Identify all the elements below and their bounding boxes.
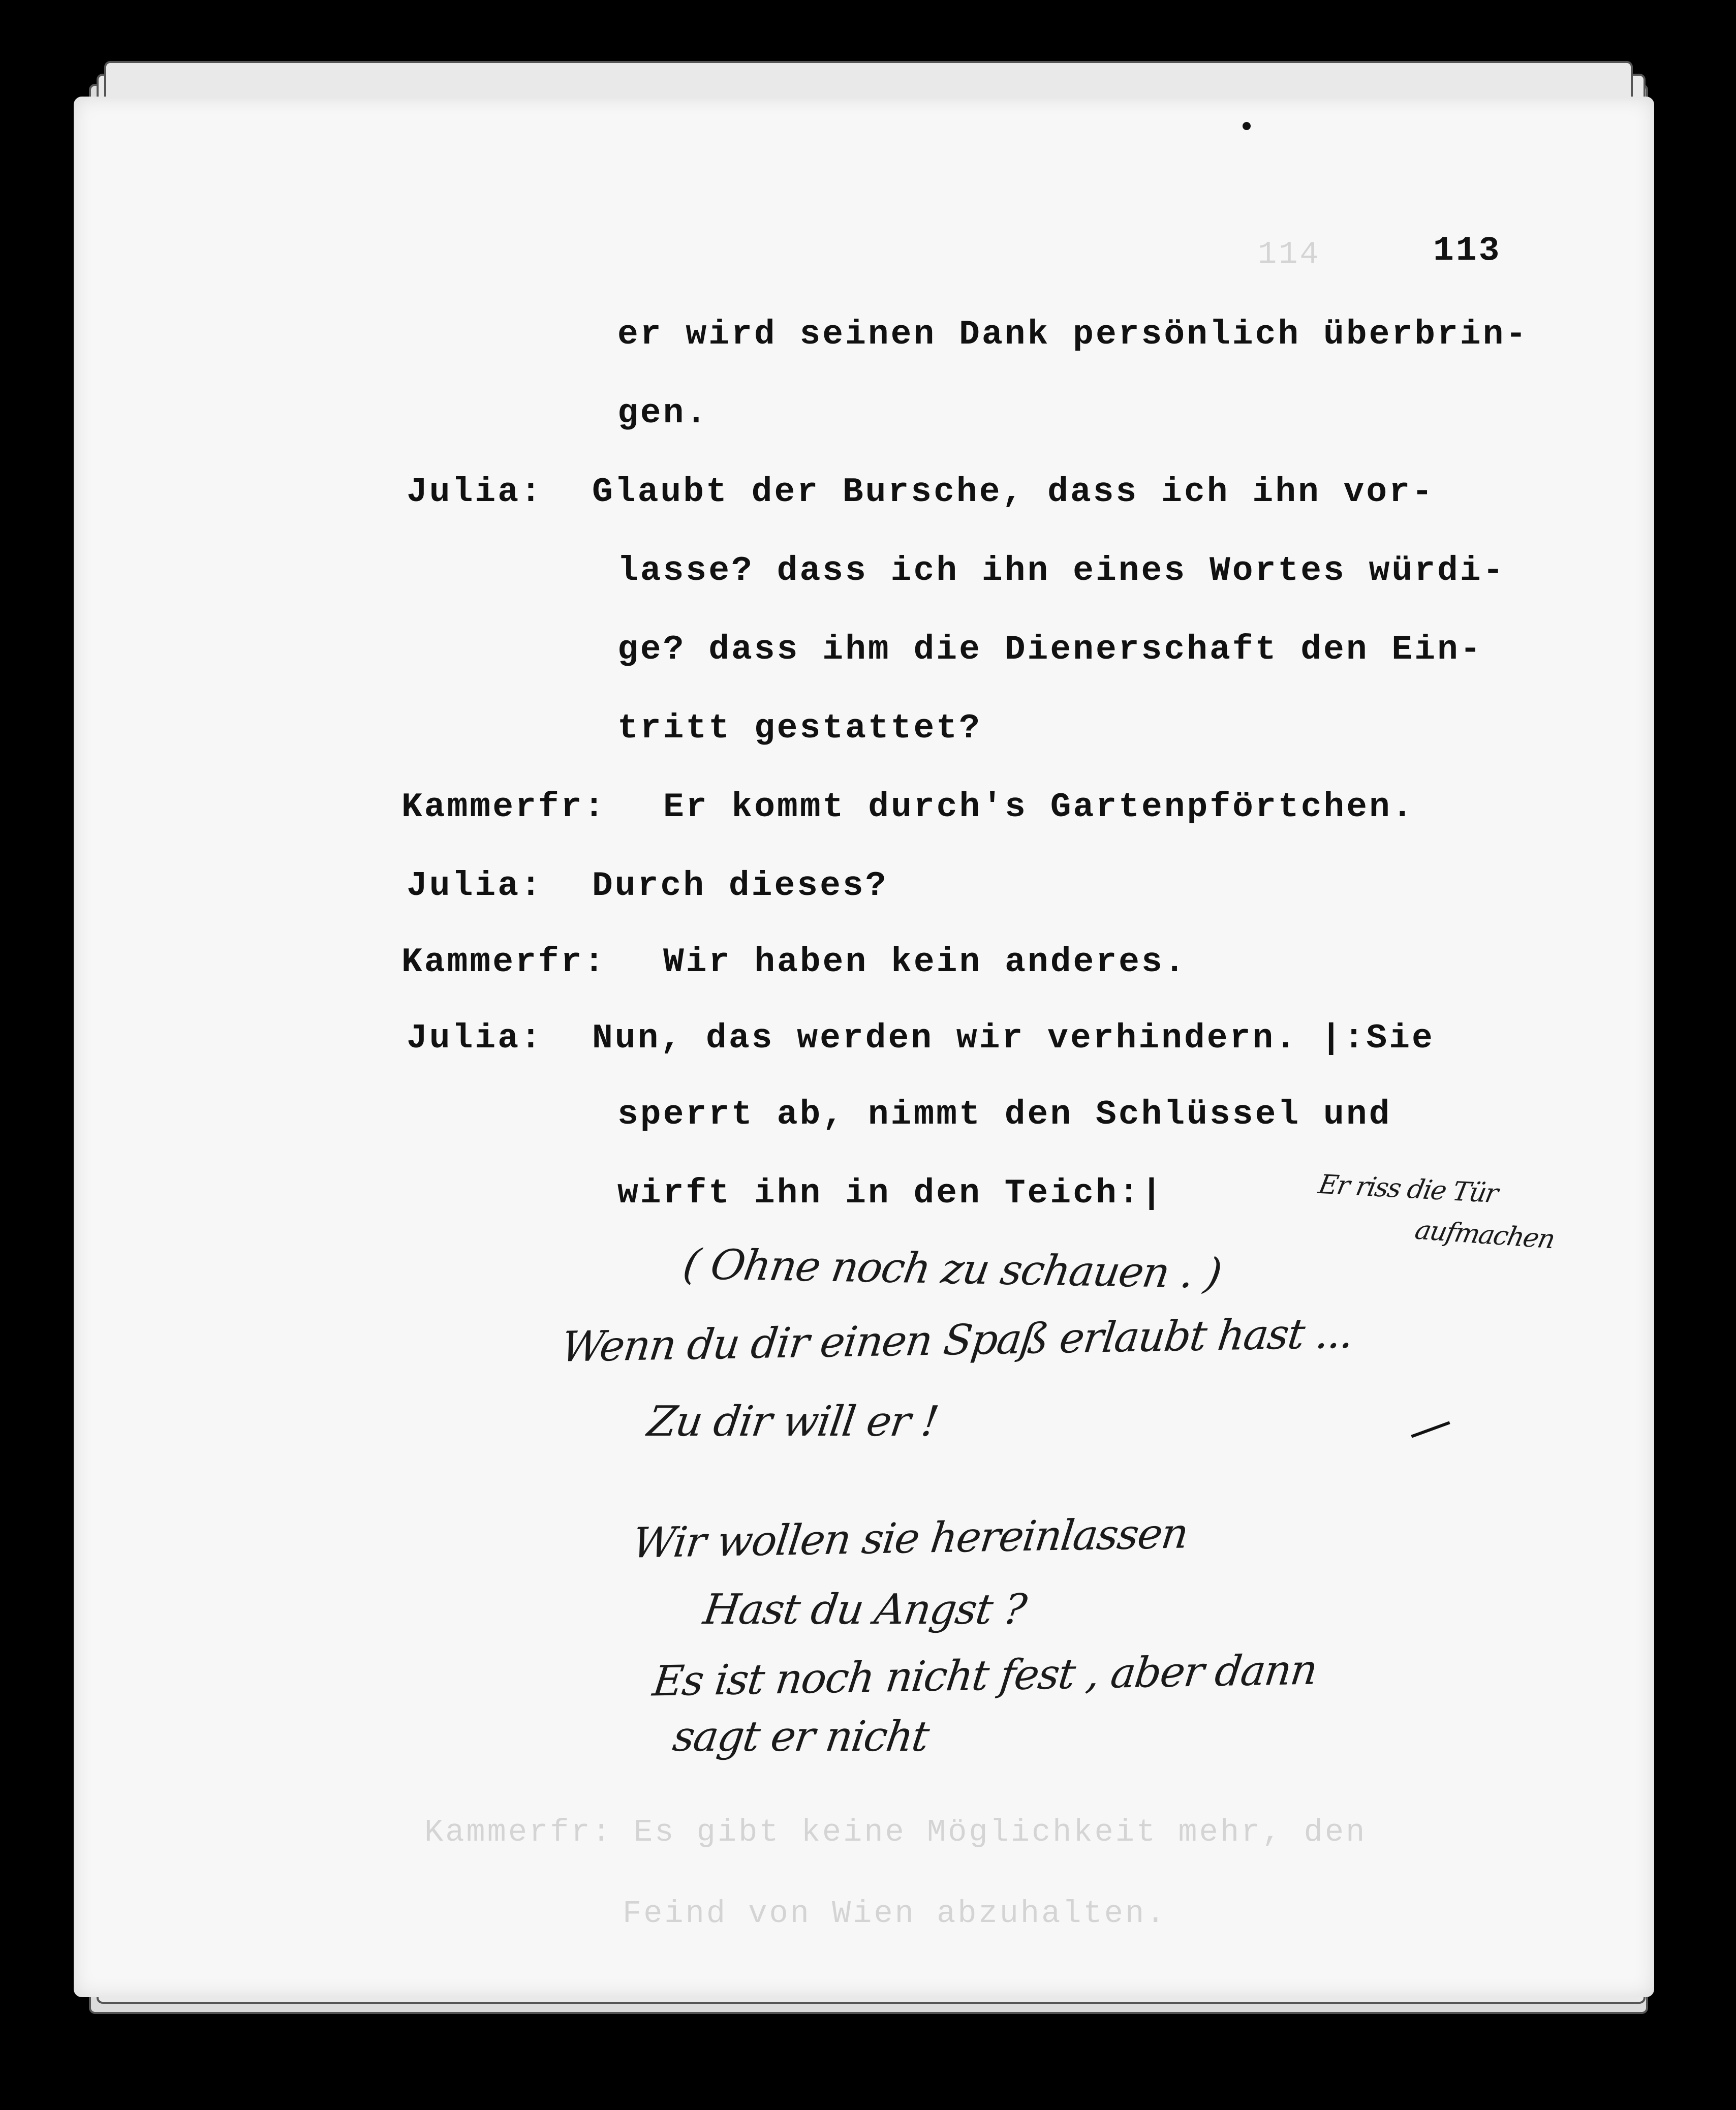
dialogue-text: Wir haben kein anderes. xyxy=(663,943,1187,982)
ink-dot xyxy=(1243,122,1251,130)
pen-tick xyxy=(1411,1421,1450,1438)
dialogue-text: Durch dieses? xyxy=(592,866,888,906)
speaker-label: Kammerfr: xyxy=(401,943,607,982)
dialogue-text: gen. xyxy=(617,394,709,433)
dialogue-text: lasse? dass ich ihn eines Wortes würdi- xyxy=(617,551,1506,591)
handwritten-line: sagt er nicht xyxy=(670,1713,932,1761)
speaker-label: Julia: xyxy=(407,866,543,906)
typescript-page xyxy=(74,97,1654,1997)
dialogue-text: tritt gestattet? xyxy=(617,709,982,748)
page-number: 113 xyxy=(1433,231,1502,270)
handwritten-line: ( Ohne noch zu schauen . ) xyxy=(679,1240,1225,1298)
speaker-label: Julia: xyxy=(407,473,543,512)
handwritten-line: Wenn du dir einen Spaß erlaubt hast ... xyxy=(559,1309,1356,1372)
dialogue-text: er wird seinen Dank persönlich überbrin- xyxy=(617,315,1529,354)
handwritten-line: Es ist noch nicht fest , aber dann xyxy=(650,1646,1320,1706)
bleed-through-line: Kammerfr: Es gibt keine Möglichkeit mehr, den xyxy=(424,1814,1367,1850)
bleed-through-page-number: 114 xyxy=(1258,236,1321,272)
handwritten-line: Zu dir will er ! xyxy=(644,1398,941,1446)
handwritten-line: Hast du Angst ? xyxy=(700,1586,1029,1634)
dialogue-text: wirft ihn in den Teich:| xyxy=(617,1174,1164,1213)
speaker-label: Kammerfr: xyxy=(401,788,607,827)
dialogue-text: Nun, das werden wir verhindern. |:Sie xyxy=(592,1019,1435,1058)
dialogue-text: Glaubt der Bursche, dass ich ihn vor- xyxy=(592,473,1435,512)
handwritten-margin-note: aufmachen xyxy=(1412,1215,1557,1255)
bleed-through-line: Feind von Wien abzuhalten. xyxy=(623,1896,1167,1932)
handwritten-margin-note: Er riss die Tür xyxy=(1316,1169,1500,1209)
dialogue-text: Er kommt durch's Gartenpförtchen. xyxy=(663,788,1415,827)
speaker-label: Julia: xyxy=(407,1019,543,1058)
dialogue-text: sperrt ab, nimmt den Schlüssel und xyxy=(617,1095,1392,1134)
dialogue-text: ge? dass ihm die Dienerschaft den Ein- xyxy=(617,630,1483,669)
handwritten-line: Wir wollen sie hereinlassen xyxy=(630,1509,1191,1568)
